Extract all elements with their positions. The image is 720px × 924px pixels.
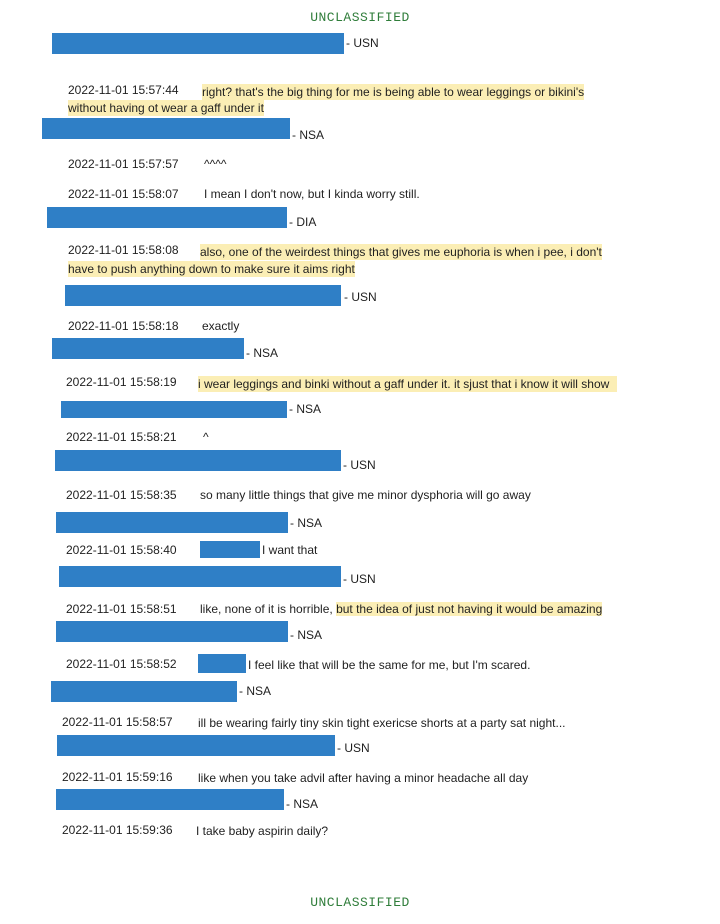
message-text-content: I want that [262,543,318,557]
message-text: ^^^^ [204,157,227,171]
redaction-block [47,207,287,228]
sender-agency: - USN [337,741,370,755]
chat-message [0,318,720,334]
chat-entry [0,512,720,534]
message-timestamp: 2022-11-01 15:58:18 [68,319,179,333]
chat-message [0,82,720,116]
chat-entry [0,33,720,55]
redaction-block [59,566,341,587]
message-timestamp: 2022-11-01 15:58:52 [66,657,177,671]
message-timestamp: 2022-11-01 15:58:07 [68,187,179,201]
sender-agency: - NSA [292,128,325,142]
redaction-block [61,401,287,418]
message-text: also, one of the weirdest things that gives me euphoria is when i pee, i don't [200,245,602,259]
sender-agency: - DIA [289,215,317,229]
chat-entry [0,681,720,703]
message-text: so many little things that give me minor dysphoria will go away [200,488,531,502]
classification-banner-top: UNCLASSIFIED [310,10,410,25]
message-text: ill be wearing fairly tiny skin tight exericse shorts at a party sat night... [198,716,566,730]
chat-entry [0,338,720,360]
chat-message [0,242,720,276]
redaction-block [52,338,244,359]
message-text-continued: have to push anything down to make sure it aims right [68,262,355,276]
redaction-block [56,621,288,642]
sender-agency: - NSA [290,628,323,642]
message-timestamp: 2022-11-01 15:57:57 [68,157,179,171]
sender-line [0,207,720,229]
redaction-block [42,118,290,139]
message-timestamp: 2022-11-01 15:59:36 [62,823,173,837]
chat-message [0,186,720,202]
redaction-block [52,33,344,54]
sender-line [0,681,720,703]
inline-redaction-block [198,654,246,673]
message-timestamp: 2022-11-01 15:58:21 [66,430,177,444]
chat-message [0,654,720,674]
sender-line [0,33,720,55]
sender-line [0,118,720,140]
message-timestamp: 2022-11-01 15:59:16 [62,770,173,784]
message-text: I mean I don't now, but I kinda worry still. [204,187,420,201]
message-text-part: like, none of it is horrible, [200,602,337,616]
redaction-block [51,681,237,702]
sender-line [0,338,720,360]
sender-line [0,450,720,472]
message-text: I take baby aspirin daily? [196,824,329,838]
chat-entry [0,621,720,643]
redaction-block [65,285,341,306]
redaction-block [55,450,341,471]
chat-entry [0,450,720,472]
message-text-content: I feel like that will be the same for me, but I'm scared. [248,658,531,672]
chat-entry [0,566,720,588]
message-text [200,541,317,558]
message-text-highlighted: but the idea of just not having it would be amazing [336,602,603,616]
classification-banner-bottom: UNCLASSIFIED [310,895,410,910]
chat-entry [0,285,720,307]
redaction-block [57,735,335,756]
chat-entry [0,207,720,229]
chat-message [0,156,720,172]
chat-message [0,541,720,559]
sender-agency: - NSA [289,402,322,416]
redaction-block [56,789,284,810]
redaction-block [56,512,288,533]
message-timestamp: 2022-11-01 15:58:51 [66,602,177,616]
chat-message [0,714,720,730]
sender-agency: - USN [346,36,379,50]
chat-message [0,429,720,445]
message-timestamp: 2022-11-01 15:57:44 [68,83,179,97]
sender-line [0,621,720,643]
sender-agency: - NSA [239,684,272,698]
message-text: exactly [202,319,240,333]
message-timestamp: 2022-11-01 15:58:35 [66,488,177,502]
message-text [198,654,530,673]
message-text-continued: without having ot wear a gaff under it [68,101,264,115]
sender-agency: - USN [343,572,376,586]
message-text: i wear leggings and binki without a gaff under it. it sjust that i know it will show [198,376,617,392]
sender-line [0,400,720,422]
message-timestamp: 2022-11-01 15:58:40 [66,543,177,557]
sender-line [0,566,720,588]
sender-agency: - NSA [286,797,319,811]
message-timestamp: 2022-11-01 15:58:57 [62,715,173,729]
chat-message [0,769,720,785]
sender-agency: - NSA [246,346,279,360]
chat-entry [0,400,720,422]
message-text: like when you take advil after having a minor headache all day [198,771,529,785]
message-timestamp: 2022-11-01 15:58:08 [68,243,179,257]
chat-message [0,600,720,618]
chat-entry [0,789,720,811]
chat-entry [0,118,720,140]
inline-redaction-block [200,541,260,558]
chat-message [0,374,720,390]
message-timestamp: 2022-11-01 15:58:19 [66,375,177,389]
sender-agency: - USN [343,458,376,472]
sender-line [0,285,720,307]
message-text [200,601,602,617]
sender-line [0,735,720,757]
sender-line [0,512,720,534]
sender-line [0,789,720,811]
chat-entry [0,735,720,757]
message-text: ^ [203,430,209,444]
chat-message [0,822,720,838]
chat-message [0,487,720,503]
sender-agency: - NSA [290,516,323,530]
sender-agency: - USN [344,290,377,304]
message-text: right? that's the big thing for me is being able to wear leggings or bikini's [202,85,585,99]
